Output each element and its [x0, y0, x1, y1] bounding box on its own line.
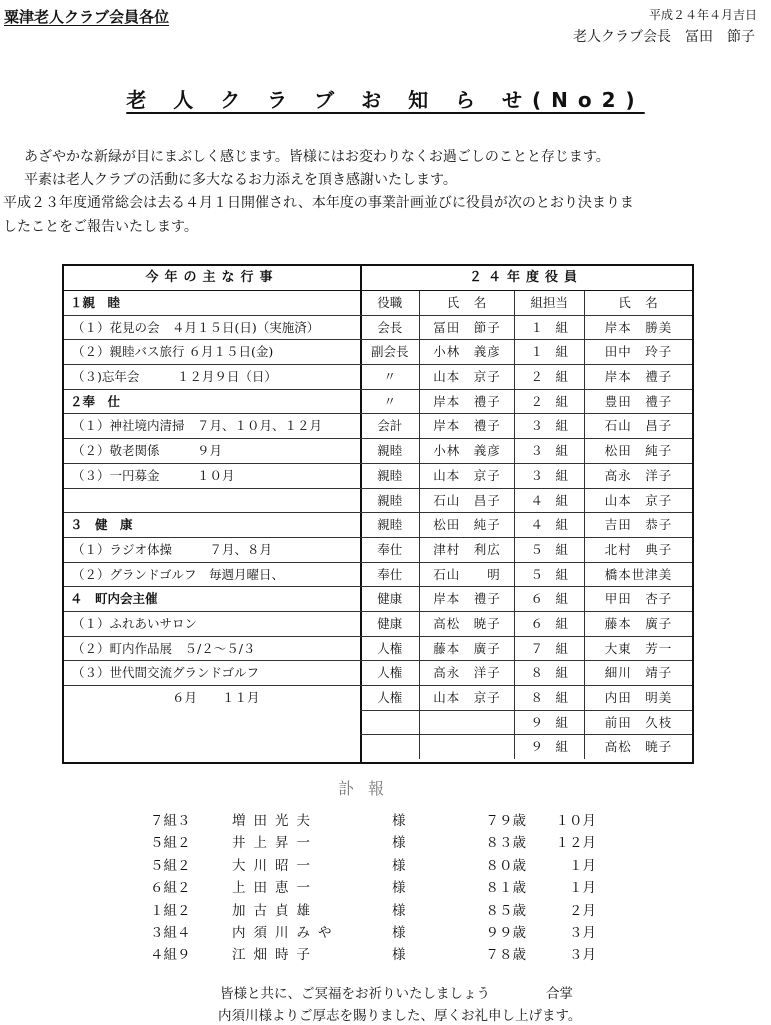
obituary-group: ６組２ — [150, 880, 191, 897]
obituary-month: １月 — [569, 880, 596, 897]
officer-role: 奉仕 — [360, 563, 420, 587]
officer-name — [420, 711, 514, 735]
event-item: （２）敬老関係 ９月 — [64, 439, 360, 464]
obituary-row — [150, 810, 596, 832]
group-number: ４ 組 — [515, 513, 585, 537]
officer-role: 親睦 — [360, 513, 420, 537]
officer-row — [360, 365, 692, 390]
obituary-name: 上田恵一 — [232, 880, 318, 897]
events-column — [64, 266, 362, 762]
group-number: ２ 組 — [515, 390, 585, 414]
obituary-group: １組２ — [150, 902, 191, 919]
obituary-honorific: 様 — [392, 813, 406, 829]
group-number: ６ 組 — [515, 612, 585, 636]
obituary-group: ３組４ — [150, 924, 191, 941]
paragraph-4: したことをご報告いたします。 — [3, 219, 198, 235]
obituary-row — [150, 900, 596, 922]
obituary-list — [150, 810, 596, 967]
paragraph-1: あざやかな新緑が目にまぶしく感じます。皆様にはお変わりなくお過ごしのことと存じます。 — [24, 149, 610, 165]
event-item: （２）親睦バス旅行 ６月１５日(金) — [64, 340, 360, 365]
group-number: ３ 組 — [515, 439, 585, 463]
events-list — [64, 291, 360, 710]
group-leader-name: 大東 芳一 — [604, 640, 673, 656]
obituary-title: 訃報 — [338, 779, 399, 798]
officer-name — [420, 735, 514, 759]
officer-name: 岸本 禮子 — [420, 390, 514, 414]
paragraph-3: 平成２３年度通常総会は去る４月１日開催され、本年度の事業計画並びに役員が次のとおり決まりま — [3, 195, 634, 211]
obituary-name: 大川昭一 — [232, 857, 318, 874]
officer-name: 石山 昌子 — [420, 489, 514, 513]
officer-role: 〃 — [360, 365, 420, 389]
obituary-age: ９９歳 — [485, 924, 526, 941]
officer-role: 会計 — [360, 414, 420, 438]
officer-row — [360, 563, 692, 588]
obituary-honorific: 様 — [392, 902, 406, 919]
issue-date: 平成２４年４月吉日 — [648, 8, 757, 22]
obituary-honorific: 様 — [392, 947, 406, 964]
group-leader-name: 豊田 禮子 — [604, 393, 673, 409]
group-leader-name: 橋本世津美 — [604, 566, 673, 582]
officer-name: 松田 純子 — [420, 513, 514, 537]
officer-row — [360, 464, 692, 489]
officer-row — [360, 612, 692, 637]
thanks-note: 内須川様よりご厚志を賜りました、厚くお礼申し上げます。 — [218, 1008, 582, 1024]
obituary-group: ７組３ — [150, 813, 191, 829]
schedule-officers-table — [62, 264, 694, 764]
officer-role: 親睦 — [360, 464, 420, 488]
group-leader-name: 高永 洋子 — [604, 467, 673, 483]
officer-row — [360, 587, 692, 612]
event-item: （１）ラジオ体操 ７月、８月 — [64, 538, 360, 563]
officer-row — [360, 439, 692, 464]
page-title — [0, 84, 771, 113]
officer-row — [360, 686, 692, 711]
event-item: （２）グランドゴルフ 毎週月曜日、 — [64, 563, 360, 588]
event-item: （１）ふれあいサロン — [64, 612, 360, 637]
obituary-name: 井上昇一 — [232, 835, 318, 852]
group-number: ４ 組 — [515, 489, 585, 513]
group-leader-name: 内田 明美 — [604, 690, 673, 705]
group-leader-name: 前田 久枝 — [604, 714, 673, 730]
officer-name: 山本 京子 — [420, 464, 514, 488]
officer-name: 高松 暁子 — [420, 612, 514, 636]
group-number: １ 組 — [515, 340, 585, 364]
obituary-name: 江畑時子 — [232, 947, 318, 964]
obituary-name: 増田光夫 — [232, 813, 318, 829]
sender: 老人クラブ会長 冨田 節子 — [573, 29, 755, 45]
group-leader-name: 高松 暁子 — [604, 739, 673, 755]
col-header-role: 役職 — [360, 291, 420, 315]
group-number: ５ 組 — [515, 538, 585, 562]
events-header: 今年の主な行事 — [64, 266, 360, 291]
officer-role: 人権 — [360, 686, 420, 710]
officer-name: 冨田 節子 — [420, 316, 514, 340]
officer-row — [360, 711, 692, 736]
officer-role — [360, 711, 420, 735]
officer-row — [360, 661, 692, 686]
paragraph-2: 平素は老人クラブの活動に多大なるお力添えを頂き感謝いたします。 — [24, 172, 457, 188]
obituary-row — [150, 944, 596, 966]
obituary-row — [150, 922, 596, 944]
obituary-honorific: 様 — [392, 924, 406, 941]
col-header-group: 組担当 — [515, 291, 585, 315]
group-number: ９ 組 — [515, 735, 585, 759]
officer-name: 石山 明 — [420, 563, 514, 587]
officer-row — [360, 414, 692, 439]
officer-role: 健康 — [360, 587, 420, 611]
obituary-group: ４組９ — [150, 947, 191, 964]
officer-role: 人権 — [360, 637, 420, 661]
group-number: ５ 組 — [515, 563, 585, 587]
obituary-month: ３月 — [569, 924, 596, 941]
officer-name: 山本 京子 — [420, 686, 514, 710]
officer-name: 小林 義彦 — [420, 340, 514, 364]
event-item: （３）一円募金 １０月 — [64, 464, 360, 489]
obituary-honorific: 様 — [392, 880, 406, 897]
group-leader-name: 北村 典子 — [604, 541, 673, 557]
officer-role: 〃 — [360, 390, 420, 414]
officer-role: 会長 — [360, 316, 420, 340]
obituary-age: ８５歳 — [485, 902, 526, 919]
obituary-name: 加古貞雄 — [232, 902, 318, 919]
officer-role: 人権 — [360, 661, 420, 685]
officer-role: 親睦 — [360, 439, 420, 463]
group-leader-name: 藤本 廣子 — [604, 615, 673, 631]
obituary-honorific: 様 — [392, 857, 406, 874]
event-item: （１）神社境内清掃 ７月、１０月、１２月 — [64, 414, 360, 439]
obituary-month: ２月 — [569, 902, 596, 919]
officers-header: ２４年度役員 — [360, 266, 692, 291]
event-item: （２）町内作品展 ５/２～５/３ — [64, 637, 360, 662]
group-leader-name: 岸本 勝美 — [604, 319, 673, 335]
group-leader-name: 吉田 恭子 — [604, 517, 673, 533]
obituary-age: ７９歳 — [485, 813, 526, 829]
officer-name: 津村 利広 — [420, 538, 514, 562]
page-title-text: 老 人 ク ラ ブ お 知 ら せ(No2) — [126, 88, 645, 112]
officer-name: 岸本 禮子 — [420, 414, 514, 438]
officer-row — [360, 637, 692, 662]
obituary-age: ８１歳 — [485, 880, 526, 897]
group-number: ３ 組 — [515, 414, 585, 438]
officer-row — [360, 735, 692, 759]
officer-name: 岸本 禮子 — [420, 587, 514, 611]
obituary-age: ８０歳 — [485, 857, 526, 874]
obituary-group: ５組２ — [150, 857, 191, 874]
obituary-month: １月 — [569, 857, 596, 874]
obituary-closing: 皆様と共に、ご冥福をお祈りいたしましょう — [220, 986, 490, 1002]
officer-role: 副会長 — [360, 340, 420, 364]
group-number: ６ 組 — [515, 587, 585, 611]
group-leader-name: 石山 昌子 — [604, 418, 673, 434]
obituary-age: ８３歳 — [485, 835, 526, 852]
obituary-honorific: 様 — [392, 835, 406, 852]
obituary-group: ５組２ — [150, 835, 191, 852]
obituary-month: １０月 — [555, 813, 596, 829]
officer-row — [360, 316, 692, 341]
addressee: 粟津老人クラブ会員各位 — [4, 8, 170, 26]
col-header-name: 氏 名 — [420, 291, 514, 315]
event-item: （３)忘年会 １２月９日（日） — [64, 365, 360, 390]
obituary-row — [150, 832, 596, 854]
officer-name: 山本 京子 — [420, 365, 514, 389]
officer-row — [360, 390, 692, 415]
event-section: ３ 健 康 — [64, 513, 360, 538]
obituary-month: １２月 — [555, 835, 596, 852]
officer-role: 親睦 — [360, 489, 420, 513]
group-leader-name: 山本 京子 — [604, 492, 673, 508]
officers-column — [360, 266, 692, 762]
officer-name: 高永 洋子 — [420, 661, 514, 685]
officer-row — [360, 340, 692, 365]
officer-row — [360, 513, 692, 538]
group-number: ７ 組 — [515, 637, 585, 661]
group-number: ３ 組 — [515, 464, 585, 488]
group-number: ８ 組 — [515, 686, 585, 710]
event-item: ６月 １１月 — [172, 690, 260, 705]
officer-name: 小林 義彦 — [420, 439, 514, 463]
obituary-row — [150, 877, 596, 899]
group-number: ２ 組 — [515, 365, 585, 389]
group-number: ９ 組 — [515, 711, 585, 735]
group-leader-name: 松田 純子 — [604, 443, 673, 459]
col-header-group-name: 氏 名 — [618, 295, 659, 310]
obituary-month: ３月 — [569, 947, 596, 964]
officers-list — [360, 316, 692, 759]
group-number: １ 組 — [515, 316, 585, 340]
group-number: ８ 組 — [515, 661, 585, 685]
officers-col-headers — [360, 291, 692, 316]
officer-row — [360, 489, 692, 514]
obituary-age: ７８歳 — [485, 947, 526, 964]
officer-name: 藤本 廣子 — [420, 637, 514, 661]
obituary-name: 内須川みや — [232, 924, 340, 941]
event-item — [64, 489, 360, 514]
group-leader-name: 甲田 杏子 — [604, 591, 673, 607]
gassho: 合掌 — [546, 986, 573, 1002]
officer-role — [360, 735, 420, 759]
event-section: ２奉 仕 — [64, 390, 360, 415]
group-leader-name: 田中 玲子 — [604, 344, 673, 360]
event-item: （１）花見の会 ４月１５日(日)（実施済） — [64, 316, 360, 341]
officer-role: 奉仕 — [360, 538, 420, 562]
obituary-row — [150, 855, 596, 877]
event-item: （３）世代間交流グランドゴルフ — [64, 661, 360, 686]
group-leader-name: 細川 靖子 — [604, 665, 673, 681]
officer-row — [360, 538, 692, 563]
event-section: ４ 町内会主催 — [64, 587, 360, 612]
event-section: １親 睦 — [64, 291, 360, 316]
group-leader-name: 岸本 禮子 — [604, 369, 673, 385]
officer-role: 健康 — [360, 612, 420, 636]
